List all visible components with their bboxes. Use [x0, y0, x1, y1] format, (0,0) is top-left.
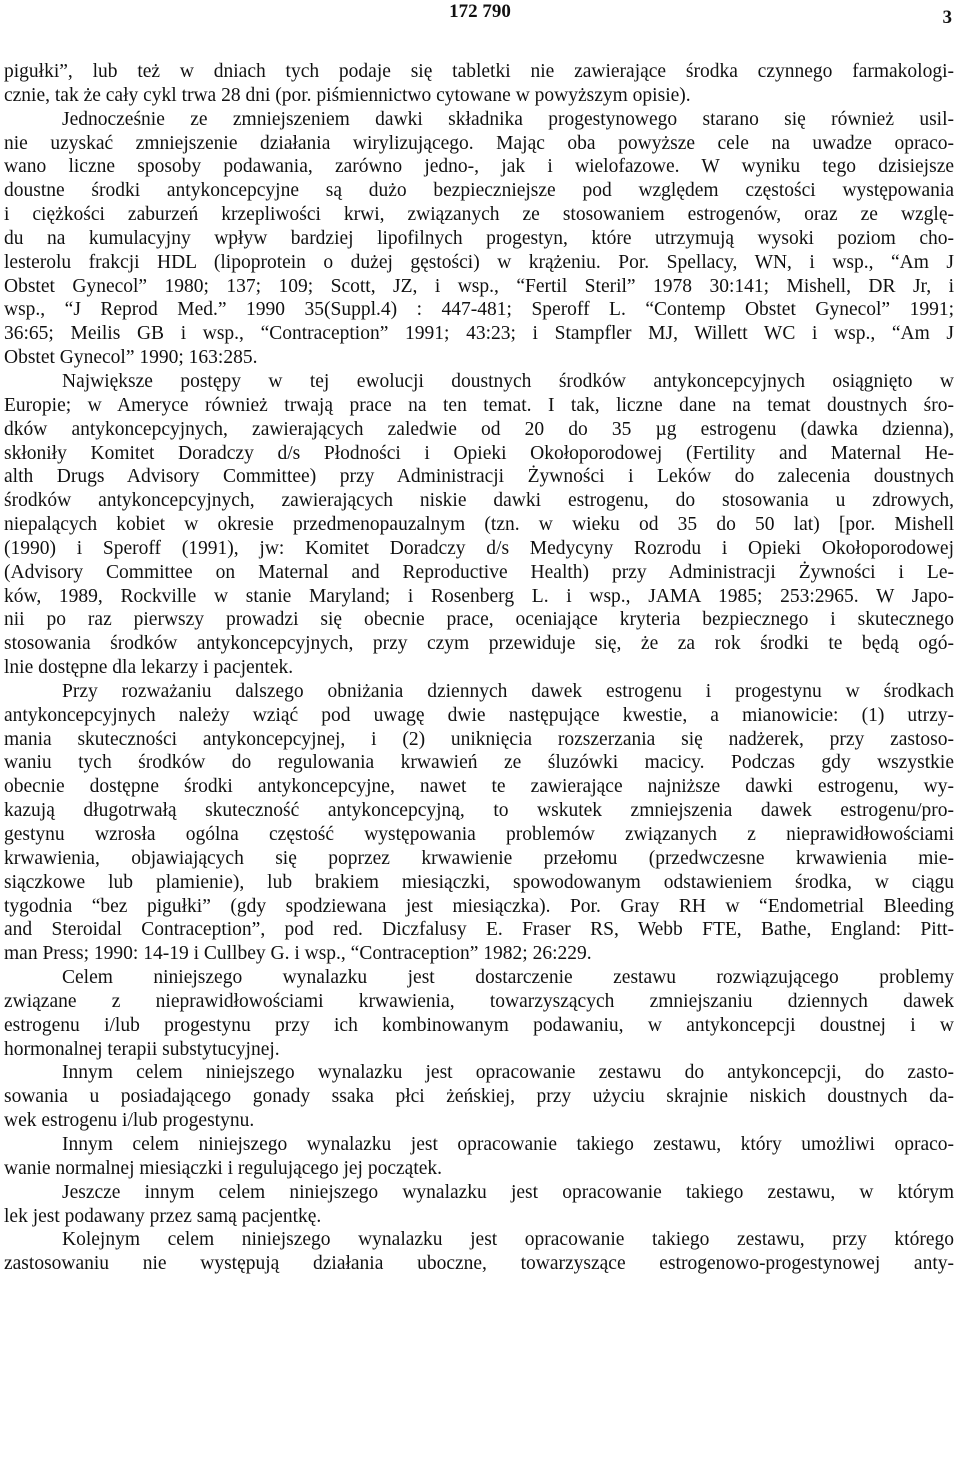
text-line: and Steroidal Contraception”, pod red. Diczfalusy E. Fraser RS, Webb FTE, Bathe, England: Pitt-: [4, 919, 954, 941]
text-line: du na kumulacyjny wpływ bardziej lipofilnych progestyn, które utrzymują wysoki poziom cho-: [4, 227, 954, 249]
text-line: alth Drugs Advisory Committee) przy Administracji Żywności i Leków do zalecenia doustnych: [4, 466, 954, 488]
body-text: [4, 60, 954, 1276]
text-line: Jeszcze innym celem niniejszego wynalazku jest opracowanie takiego zestawu, w którym: [62, 1181, 954, 1203]
text-line: lek jest podawany przez samą pacjentkę.: [4, 1205, 322, 1227]
text-line: zastosowaniu nie występują działania uboczne, towarzyszące estrogenowo-progestynowej anty-: [4, 1253, 954, 1275]
text-line: lesterolu frakcji HDL (lipoprotein o dużej gęstości) w krążeniu. Por. Spellacy, WN, i wsp., “Am J: [4, 251, 954, 273]
text-line: Innym celem niniejszego wynalazku jest opracowanie takiego zestawu, który umożliwi opraco-: [62, 1133, 954, 1155]
text-line: stosowania środków antykoncepcyjnych, przy czym przewiduje się, że za rok środki te będą ogó-: [4, 633, 954, 655]
text-line: wsp., “J Reprod Med.” 1990 35(Suppl.4) : 447-481; Speroff L. “Contemp Obstet Gynecol” 1991;: [4, 299, 954, 321]
text-line: Celem niniejszego wynalazku jest dostarczenie zestawu rozwiązującego problemy: [62, 967, 954, 989]
text-line: nii po raz pierwszy prowadzi się obecnie prace, oceniające kryteria bezpiecznego i skutecznego: [4, 609, 954, 631]
text-line: środków antykoncepcyjnych, zawierających niskie dawki estrogenu, do stosowania u zdrowych,: [4, 490, 954, 512]
text-line: wek estrogenu i/lub progestynu.: [4, 1110, 255, 1132]
page-number: 3: [942, 7, 952, 28]
text-line: tygodnia “bez pigułki” (gdy spodziewana jest miesiączka). Por. Gray RH w “Endometrial Bleeding: [4, 895, 954, 917]
text-line: siączkowe lub plamienie), lub brakiem miesiączki, spowodowanym odstawieniem środka, w ciągu: [4, 871, 954, 893]
text-line: mania skuteczności antykoncepcyjnej, i (2) uniknięcia rozszerzania się nadżerek, przy zastoso-: [4, 728, 954, 750]
text-line: i ciężkości zaburzeń krzepliwości krwi, związanych ze stosowaniem estrogenów, oraz ze wzglę-: [4, 204, 954, 226]
text-line: doustne środki antykoncepcyjne są dużo bezpieczniejsze pod względem częstości występowania: [4, 180, 954, 202]
text-line: Kolejnym celem niniejszego wynalazku jest opracowanie takiego zestawu, przy którego: [62, 1229, 954, 1251]
text-line: waniu tych środków do regulowania krwawień ze śluzówki macicy. Podczas gdy wszystkie: [4, 752, 954, 774]
text-line: pigułki”, lub też w dniach tych podaje się tabletki nie zawierające środka czynnego farmakologi-: [4, 61, 954, 82]
text-line: hormonalnej terapii substytucyjnej.: [4, 1038, 280, 1060]
text-line: krwawienia, objawiających się poprzez krwawienie przełomu (przedwczesne krwawienia mie-: [4, 847, 954, 869]
text-line: cznie, tak że cały cykl trwa 28 dni (por. piśmiennictwo cytowane w powyższym opisie).: [4, 84, 691, 106]
text-line: Przy rozważaniu dalszego obniżania dziennych dawek estrogenu i progestynu w środkach: [62, 680, 954, 702]
text-line: gestynu wzrosła ogólna częstość występowania problemów związanych z nieprawidłowościami: [4, 824, 954, 845]
text-line: skłoniły Komitet Doradczy d/s Płodności i Opieki Okołoporodowej (Fertility and Maternal He-: [4, 442, 954, 464]
text-line: sowania u posiadającego gonady ssaka płci żeńskiej, przy użyciu skrajnie niskich doustnych da-: [4, 1086, 954, 1108]
text-line: 36:65; Meilis GB i wsp., “Contraception” 1991; 43:23; i Stampfler MJ, Willett WC i wsp., “Am J: [4, 323, 954, 345]
text-line: Europie; w Ameryce również trwają prace na ten temat. I tak, liczne dane na temat doustnych śro-: [4, 394, 954, 416]
text-line: nie uzyskać zmniejszenie działania wirylizującego. Mając oba powyższe cele na uwadze opraco-: [4, 132, 954, 154]
text-line: ków, 1989, Rockville w stanie Maryland; i Rosenberg L. i wsp., JAMA 1985; 253:2965. W Japo-: [4, 585, 954, 607]
text-line: związane z nieprawidłowościami krwawienia, towarzyszących zmniejszaniu dziennych dawek: [4, 990, 954, 1012]
text-line: Innym celem niniejszego wynalazku jest opracowanie zestawu do antykoncepcji, do zasto-: [62, 1062, 954, 1084]
text-line: obecnie dostępne środki antykoncepcyjne, nawet te zawierające najniższe dawki estrogenu, wy-: [4, 776, 954, 798]
text-line: lnie dostępne dla lekarzy i pacjentek.: [4, 657, 294, 679]
text-line: (Advisory Committee on Maternal and Reproductive Health) przy Administracji Żywności i Le-: [4, 561, 954, 583]
text-line: Obstet Gynecol” 1990; 163:285.: [4, 347, 258, 369]
text-line: man Press; 1990: 14-19 i Cullbey G. i wsp., “Contraception” 1982; 26:229.: [4, 943, 592, 965]
text-line: antykoncepcyjnych należy wziąć pod uwagę dwie następujące kwestie, a mianowicie: (1) utrzy-: [4, 704, 954, 726]
text-line: estrogenu i/lub progestynu przy ich kombinowanym podawaniu, w antykoncepcji doustnej i w: [4, 1014, 954, 1036]
text-line: kazują długotrwałą skuteczność antykoncepcyjną, to wskutek zmniejszenia dawek estrogenu/pro-: [4, 800, 954, 822]
text-line: Jednocześnie ze zmniejszeniem dawki składnika progestynowego starano się również usil-: [62, 108, 954, 130]
text-line: niepalących kobiet w okresie przedmenopauzalnym (tzn. w wieku od 35 do 50 lat) [por. Mishell: [4, 514, 954, 536]
text-line: Obstet Gynecol” 1980; 137; 109; Scott, JZ, i wsp., “Fertil Steril” 1978 30:141; Mishell, DR Jr, i: [4, 275, 954, 297]
document-number: 172 790: [449, 1, 511, 22]
text-line: (1990) i Speroff (1991), jw: Komitet Doradczy d/s Medycyny Rozrodu i Opieki Okołoporodowej: [4, 537, 954, 559]
text-line: dków antykoncepcyjnych, zawierających zaledwie od 20 do 35 µg estrogenu (dawka dzienna),: [4, 418, 954, 440]
text-line: wano liczne sposoby podawania, zarówno jedno-, jak i wielofazowe. W wyniku tego dzisiejsze: [4, 156, 954, 178]
text-line: Największe postępy w tej ewolucji doustnych środków antykoncepcyjnych osiągnięto w: [62, 370, 954, 392]
text-line: wanie normalnej miesiączki i regulującego jej początek.: [4, 1157, 443, 1179]
